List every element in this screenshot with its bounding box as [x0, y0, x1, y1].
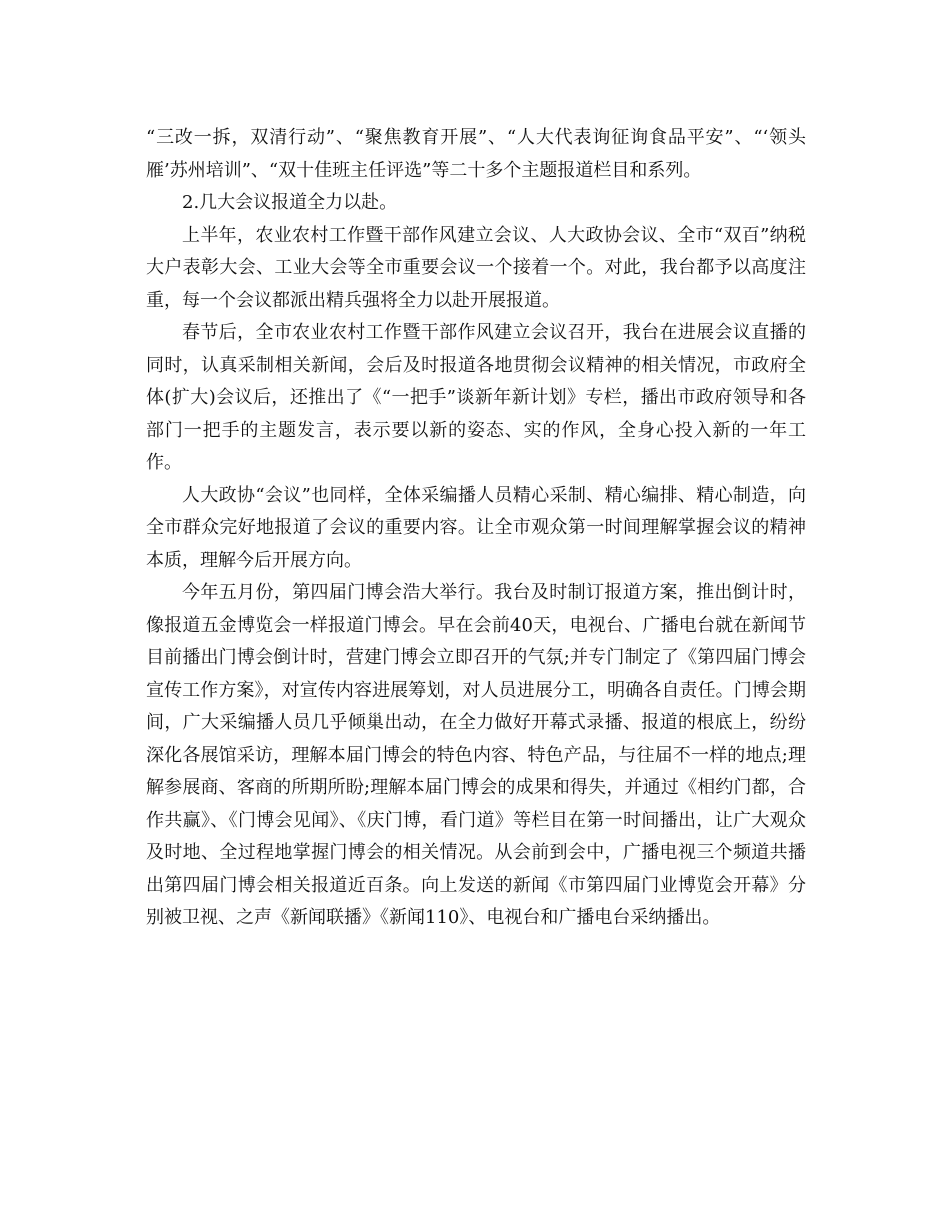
paragraph-first-half-meetings: 上半年，农业农村工作暨干部作风建立会议、人大政协会议、全市“双百”纳税大户表彰大会、工业大会等全市重要会议一个接着一个。对此，我台都予以高度注重，每一个会议都派出精兵强将全力以赴开展报道。 — [146, 224, 806, 311]
paragraph-topic-columns: “三改一拆，双清行动”、“聚焦教育开展”、“人大代表询征询食品平安”、“‘领头雁’苏州培训”、“双十佳班主任评选”等二十多个主题报道栏目和系列。 — [146, 127, 806, 181]
paragraph-npc-cppcc: 人大政协“会议”也同样，全体采编播人员精心采制、精心编排、精心制造，向全市群众完好地报道了会议的重要内容。让全市观众第一时间理解掌握会议的精神本质，理解今后开展方向。 — [146, 484, 806, 571]
paragraph-door-expo: 今年五月份，第四届门博会浩大举行。我台及时制订报道方案，推出倒计时，像报道五金博览会一样报道门博会。早在会前40天，电视台、广播电台就在新闻节目前播出门博会倒计时，营建门博会立即召开的气氛;并专门制定了《第四届门博会宣传工作方案》，对宣传内容进展筹划，对人员进展分工，明确各自责任。门博会期间，广大采编播人员几乎倾巢出动，在全力做好开幕式录播、报道的根底上，纷纷深化各展馆采访，理解本届门博会的特色内容、特色产品，与往届不一样的地点;理解参展商、客商的所期所盼;理解本届门博会的成果和得失，并通过《相约门都，合作共赢》、《门博会见闻》、《庆门博，看门道》等栏目在第一时间播出，让广大观众及时地、全过程地掌握门博会的相关情况。从会前到会中，广播电视三个频道共播出第四届门博会相关报道近百条。向上发送的新闻《市第四届门业博览会开幕》分别被卫视、之声《新闻联播》《新闻110》、电视台和广播电台采纳播出。 — [146, 582, 806, 928]
paragraph-spring-festival: 春节后，全市农业农村工作暨干部作风建立会议召开，我台在进展会议直播的同时，认真采制相关新闻，会后及时报道各地贯彻会议精神的相关情况，市政府全体(扩大)会议后，还推出了《“一把手”谈新年新计划》专栏，播出市政府领导和各部门一把手的主题发言，表示要以新的姿态、实的作风，全身心投入新的一年工作。 — [146, 322, 806, 473]
section-heading-meetings: 2.几大会议报道全力以赴。 — [182, 192, 398, 213]
document-body — [146, 122, 806, 935]
